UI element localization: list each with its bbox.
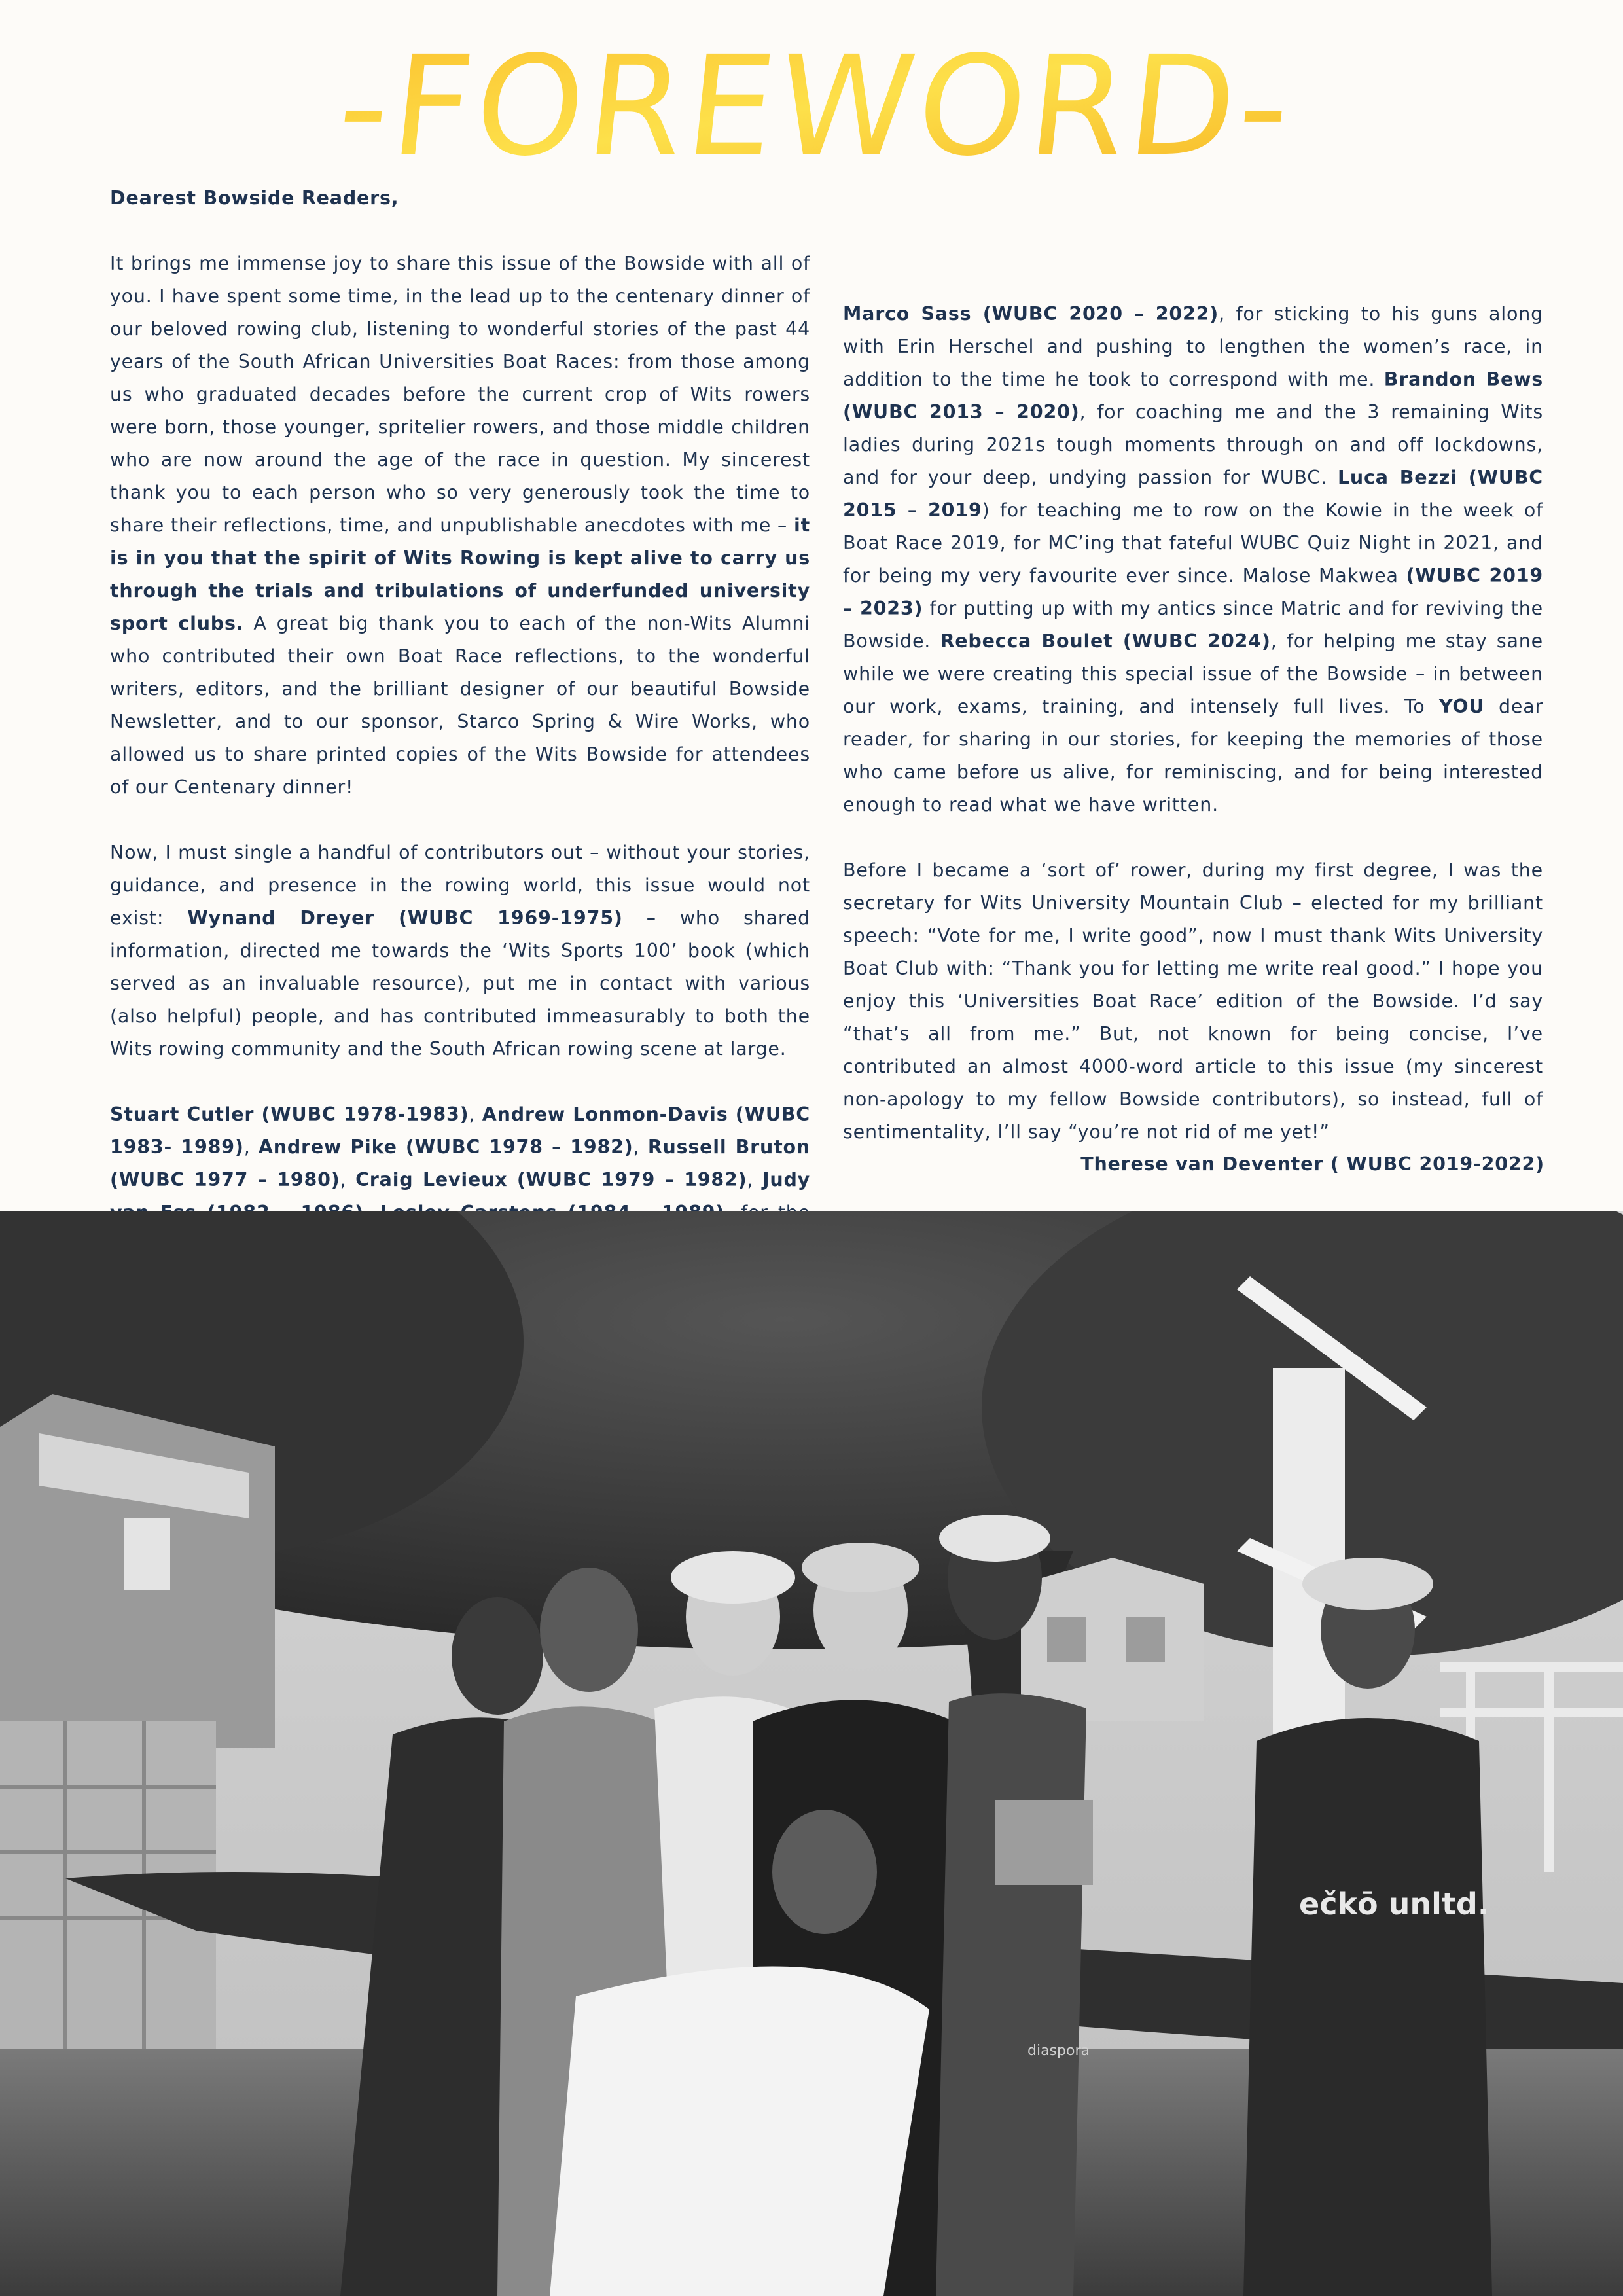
bag-text: diaspora [1027, 2043, 1090, 2059]
greeting: Dearest Bowside Readers, [110, 187, 399, 209]
right-column [843, 298, 1543, 1149]
team-photo [0, 1211, 1623, 2296]
paragraph-intro: It brings me immense joy to share this issue of the Bowside with all of you. I have spent some time, in the lead up to the centenary dinner of our beloved rowing club, listening to wonderful stories of the past 44 years of the South African Universities Boat Races: from those among us who graduated decades before the current crop of Wits rowers were born, those younger, spritelier rowers, and those middle children who are now around the age of the race in question. My sincerest thank you to each person who so very generously took the time to share their reflections, time, and unpublishable anecdotes with me – it is in you that the spirit of Wits Rowing is kept alive to carry us through the trials and tribulations of underfunded university sport clubs. A great big thank you to each of the non-Wits Alumni who contributed their own Boat Race reflections, to the wonderful writers, editors, and the brilliant designer of our beautiful Bowside Newsletter, and to our sponsor, Starco Spring & Wire Works, who allowed us to share printed copies of the Wits Bowside for attendees of our Centenary dinner! [110, 253, 810, 798]
left-column [110, 182, 810, 1295]
shirt-logo-text: ečkō unltd. [1299, 1886, 1489, 1922]
paragraph-alumni: Stuart Cutler (WUBC 1978-1983), Andrew Lonmon-Davis (WUBC 1983- 1989), Andrew Pike (WUBC 1978 – 1982), Russell Bruton (WUBC 1977 – 1980), Craig Levieux (WUBC 1979 – 1982), Judy [110, 1103, 811, 1191]
foreword-title-text: -FOREWORD- [330, 26, 1302, 187]
paragraph-thanks: Marco Sass (WUBC 2020 – 2022), for sticking to his guns along with Erin Herschel and pushing to lengthen the women’s race, in addition to the time he took to correspond with me. Brandon Bews (WUBC 2013 – 2020), for coaching me and the 3 remaining Wits ladies during 2021s tough moments through on and off lockdowns, and for your deep, undying passion for WUBC. Luca Bezzi (WUBC 2015 – 2019) for teaching me to row on the Kowie in the week of Boat Race 2019, for MC’ing that fateful WUBC Quiz Night in 2021, and for being my very favourite ever since. Malose Makwea (WUBC 2019 – 2023) for putting up with my antics since Matric and for reviving the Bowside. Rebecca Boulet (WUBC 2024), for helping me stay sane while we were creating this special issue of the Bowside – in between our work, exams, training, and intensely full lives. To YOU dear reader, for sharing in our stories, for keeping the memories of those who came before us alive, for reminiscing, and for being interested enough to read what we have written. [843, 303, 1544, 816]
signature: Therese van Deventer ( WUBC 2019-2022) [1080, 1153, 1544, 1175]
paragraph-contributors: Now, I must single a handful of contributors out – without your stories, guidance, and presence in the rowing world, this issue would not exist: Wynand Dreyer (WUBC 1969-1975) – who shared information, directed me towards the ‘Wits Sports 100’ book (which served as an invaluable resource), put me in contact with various (also helpful) people, and has contributed immeasurably to both the Wits rowing community and the South African rowing scene at large. [110, 842, 810, 1060]
paragraph-closing: Before I became a ‘sort of’ rower, during my first degree, I was the secretary for Wits University Mountain Club – elected for my brilliant speech: “Vote for me, I write good”, now I must thank Wits University Boat Club with: “Thank you for letting me write real good.” I hope you enjoy this ‘Universities Boat Race’ edition of the Bowside. I’d say “that’s all from me.” But, not known for being concise, I’ve contributed an almost 4000-word article to this issue (my sincerest non-apology to my fellow Bowside contributors), so instead, full of sentimentality, I’ll say “you’re not rid of me yet!” [843, 859, 1543, 1143]
foreword-title [0, 26, 1623, 190]
